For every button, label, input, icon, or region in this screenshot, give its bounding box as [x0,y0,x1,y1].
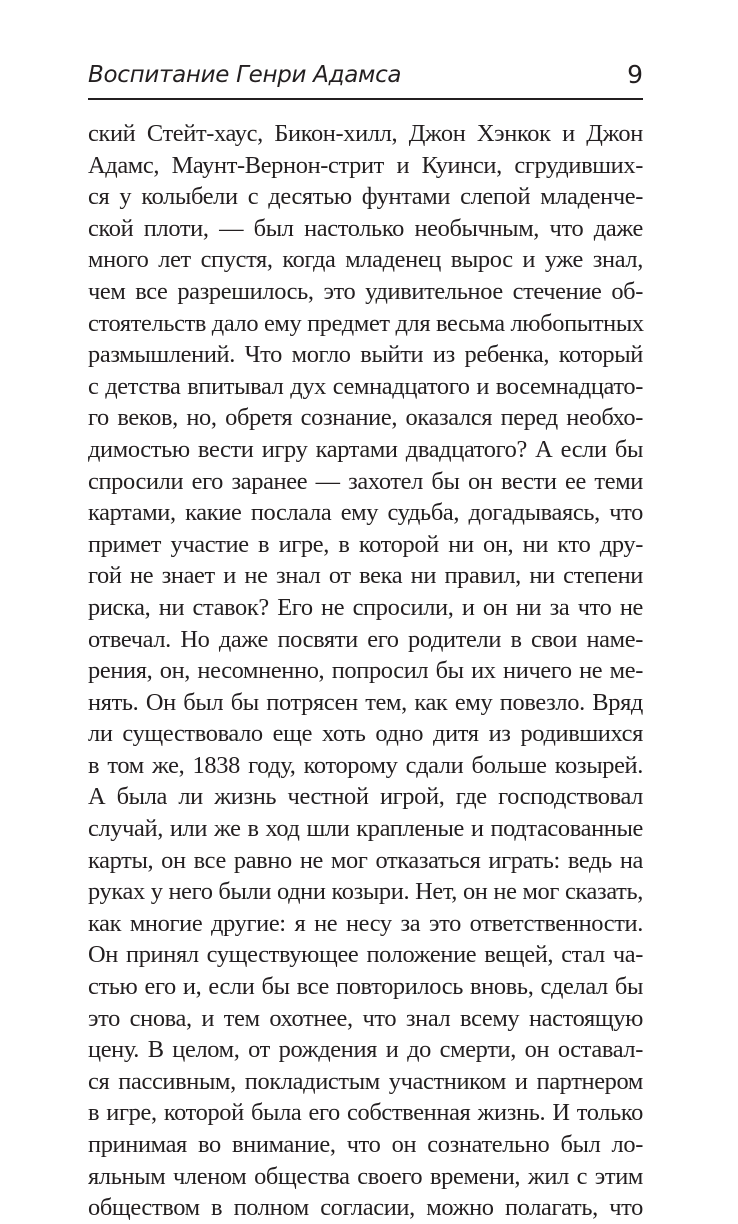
text-line: спросили его заранее — захотел бы он вести ее теми [88,467,643,495]
text-line: ся у колыбели с десятью фунтами слепой младенче- [88,183,643,211]
text-line: чем все разрешилось, это удивительное стечение об- [88,277,643,305]
running-title: Воспитание Генри Адамса [88,62,402,88]
text-line: это снова, и тем охотнее, что знал всему настоящую [88,1004,643,1032]
text-line: в игре, которой была его собственная жизнь. И только [88,1099,643,1127]
text-line: размышлений. Что могло выйти из ребенка, который [88,341,643,369]
text-line: нять. Он был бы потрясен тем, как ему повезло. Вряд [88,688,643,716]
text-line: Он принял существующее положение вещей, стал ча- [88,941,643,969]
text-line: руках у него были одни козыри. Нет, он не мог сказать, [88,878,643,906]
text-line: Адамс, Маунт-Вернон-стрит и Куинси, сгрудивших- [88,151,643,179]
text-line: ский Стейт-хаус, Бикон-хилл, Джон Хэнкок и Джон [88,120,643,147]
text-line: го веков, но, обретя сознание, оказался перед необхо- [88,404,643,432]
text-line: обществом в полном согласии, можно полагать, что [88,1194,643,1222]
page-number: 9 [627,60,643,89]
text-line: ся пассивным, покладистым участником и партнером [88,1067,643,1095]
text-line: яльным членом общества своего времени, жил с этим [88,1162,643,1190]
running-header [88,60,643,100]
text-line: стью его и, если бы все повторилось вновь, сделал бы [88,973,643,1001]
body-text [88,118,643,1224]
text-line: ли существовало еще хоть одно дитя из родившихся [88,720,643,748]
text-line: А была ли жизнь честной игрой, где господствовал [88,783,643,811]
text-line: цену. В целом, от рождения и до смерти, он оставал- [88,1036,643,1064]
text-line: ской плоти, — был настолько необычным, что даже [88,214,643,242]
text-line: много лет спустя, когда младенец вырос и уже знал, [88,246,643,274]
text-line: гой не знает и не знал от века ни правил, ни степени [88,562,643,590]
text-line: случай, или же в ход шли крапленые и подтасованные [88,815,643,843]
text-line: стоятельств дало ему предмет для весьма любопытных [88,309,644,337]
text-line: рения, он, несомненно, попросил бы их ничего не ме- [88,657,643,685]
text-line: отвечал. Но даже посвяти его родители в свои наме- [88,625,643,653]
text-line: с детства впитывал дух семнадцатого и восемнадцато- [88,372,643,400]
text-line: карты, он все равно не мог отказаться играть: ведь на [88,846,643,874]
text-line: как многие другие: я не несу за это ответственности. [88,909,643,937]
text-line: димостью вести игру картами двадцатого? А если бы [88,435,643,463]
text-line: в том же, 1838 году, которому сдали больше козырей. [88,751,643,779]
text-line: примет участие в игре, в которой ни он, ни кто дру- [88,530,643,558]
text-line: принимая во внимание, что он сознательно был ло- [88,1131,643,1158]
text-line: риска, ни ставок? Его не спросили, и он ни за что не [88,593,643,621]
text-line: картами, какие послала ему судьба, догадываясь, что [88,499,643,527]
